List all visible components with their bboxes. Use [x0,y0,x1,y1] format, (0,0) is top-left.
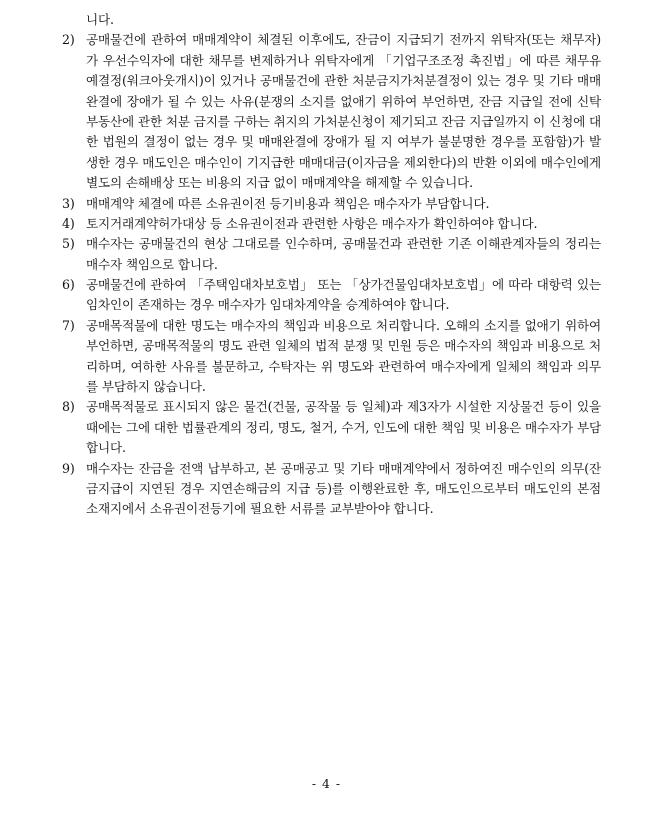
clause-list [62,30,601,519]
clause-item [62,234,601,275]
clause-marker: 9) [62,460,75,476]
clause-text: 공매물건에 관하여 매매계약이 체결된 이후에도, 잔금이 지급되기 전까지 위탁자(또는 채무자)가 우선수익자에 대한 채무를 변제하거나 위탁자에게 「기업구조조정 촉진법」에 따른 채무유예결정(워크아웃개시)이 있거나 공매물건에 관한 처분금지가처분결정이 있는 경우 및 기타 매매완결에 장애가 될 수 있는 사유(분쟁의 소지를 없애기 위하여 부언하면, 잔금 지급일 전에 신탁부동산에 관한 처분 금지를 구하는 취지의 가처분신청이 제기되고 잔금 지급일까지 이 신청에 대한 법원의 결정이 없는 경우 및 매매완결에 장애가 될 지 여부가 불분명한 경우를 포함함)가 발생한 경우 매도인은 매수인이 기지급한 매매대금(이자금을 제외한다)의 반환 이외에 매수인에게 별도의 손해배상 또는 비용의 지급 없이 매매계약을 해제할 수 있습니다. [86,32,601,191]
clause-text: 매수자는 잔금을 전액 납부하고, 본 공매공고 및 기타 매매계약에서 정하여진 매수인의 의무(잔금지급이 지연된 경우 지연손해금의 지급 등)를 이행완료한 후, 매도인으로부터 매도인의 본점 소재지에서 소유권이전등기에 필요한 서류를 교부받아야 합니다. [86,460,601,517]
continuation-paragraph: 니다. [86,12,114,27]
clause-item [62,397,601,458]
clause-text: 공매목적물에 대한 명도는 매수자의 책임과 비용으로 처리합니다. 오해의 소지를 없애기 위하여 부언하면, 공매목적물의 명도 관련 일체의 법적 분쟁 및 민원 등은 매수자의 책임과 비용으로 처리하며, 여하한 사유를 불문하고, 수탁자는 위 명도와 관련하여 매수자에게 일체의 책임과 의무를 부담하지 않습니다. [86,317,601,395]
clause-item [62,316,601,398]
page-number: - 4 - [311,776,342,791]
clause-item [62,30,601,193]
clause-text: 토지거래계약허가대상 등 소유권이전과 관련한 사항은 매수자가 확인하여야 합니다. [86,215,538,231]
clause-text: 공매물건에 관하여 「주택임대차보호법」 또는 「상가건물임대차보호법」에 따라 대항력 있는 임차인이 존재하는 경우 매수자가 임대차계약을 승계하여야 합니다. [86,277,601,313]
clause-marker: 5) [62,236,75,252]
clause-text: 공매목적물로 표시되지 않은 물건(건물, 공작물 등 일체)과 제3자가 시설한 지상물건 등이 있을 때에는 그에 대한 법률관계의 정리, 명도, 철거, 수거, 인도에 대한 책임 및 비용은 매수자가 부담합니다. [86,399,601,456]
clause-marker: 7) [62,317,75,333]
clause-text: 매매계약 체결에 따른 소유권이전 등기비용과 책임은 매수자가 부담합니다. [86,195,490,211]
clause-marker: 4) [62,215,75,231]
clause-marker: 3) [62,195,75,211]
clause-text: 매수자는 공매물건의 현상 그대로를 인수하며, 공매물건과 관련한 기존 이해관계자들의 정리는 매수자 책임으로 합니다. [86,236,601,272]
clause-marker: 8) [62,399,75,415]
clause-marker: 6) [62,277,75,293]
clause-item [62,214,601,234]
clause-item [62,459,601,520]
clause-marker: 2) [62,32,75,48]
clause-item [62,194,601,214]
clause-item [62,275,601,316]
